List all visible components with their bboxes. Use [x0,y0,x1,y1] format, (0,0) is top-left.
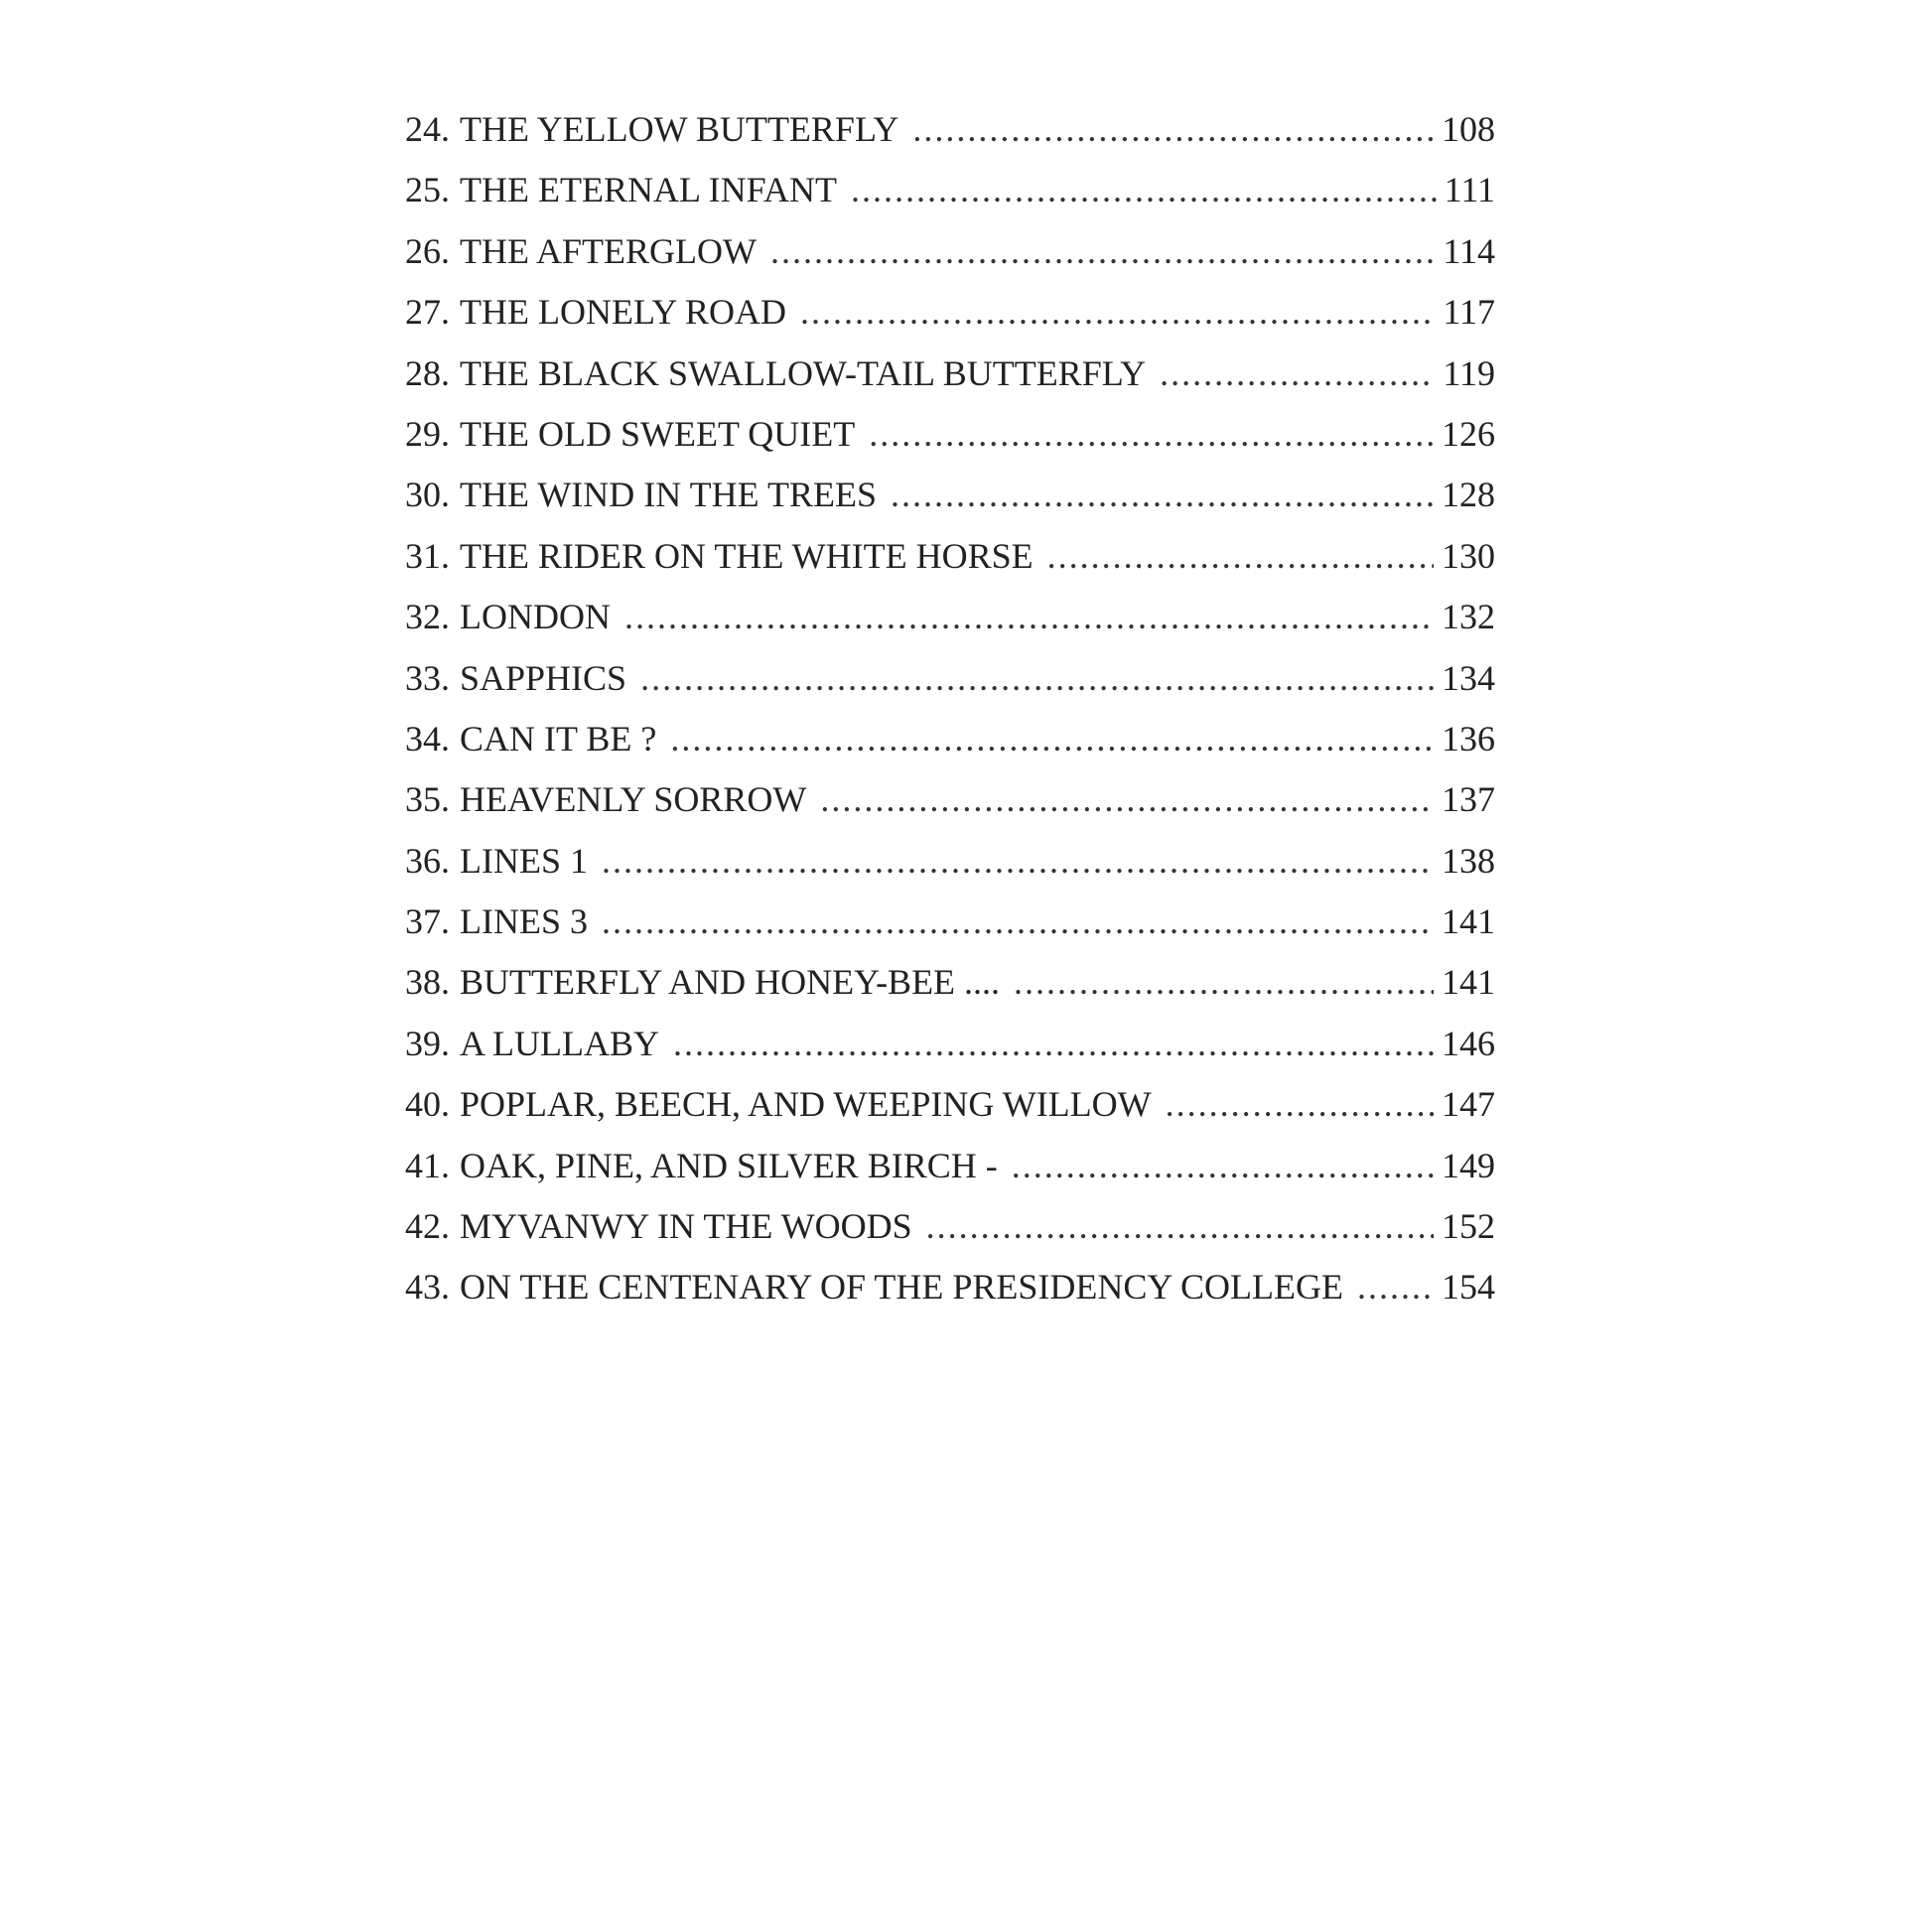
entry-page: 119 [1443,352,1495,393]
entry-number: 31. [405,535,450,576]
entry-number: 38. [405,962,450,1003]
entry-page: 154 [1442,1267,1495,1308]
entry-title: MYVANWY IN THE WOODS [460,1206,912,1247]
entry-page: 152 [1442,1206,1495,1247]
entry-page: 134 [1442,657,1495,698]
entry-title: OAK, PINE, AND SILVER BIRCH - [460,1145,998,1185]
entry-page: 114 [1443,230,1495,271]
entry-number: 35. [405,779,450,820]
entry-number: 37. [405,901,450,942]
toc-entry [405,958,1495,1019]
entry-number: 32. [405,597,450,637]
dot-leader [800,288,1435,336]
entry-page: 132 [1442,597,1495,637]
dot-leader [926,1202,1434,1250]
entry-title: ON THE CENTENARY OF THE PRESIDENCY COLLEGE [460,1267,1343,1308]
entry-title: THE OLD SWEET QUIET [460,413,856,454]
entry-page: 128 [1442,475,1495,515]
entry-number: 24. [405,109,450,149]
entry-title: HEAVENLY SORROW [460,779,807,820]
entry-number: 30. [405,475,450,515]
entry-number: 28. [405,352,450,393]
entry-page: 146 [1442,1023,1495,1063]
entry-page: 141 [1442,962,1495,1003]
dot-leader [1012,1142,1434,1189]
dot-leader [1166,1080,1434,1128]
entry-title: THE LONELY ROAD [460,292,787,333]
toc-entry [405,349,1495,410]
entry-page: 137 [1442,779,1495,820]
toc-entry [405,837,1495,897]
entry-title: THE AFTERGLOW [460,230,757,271]
entry-title: LINES 3 [460,901,588,942]
dot-leader [891,471,1434,518]
toc-entry [405,654,1495,715]
dot-leader [602,837,1434,885]
dot-leader [1160,349,1435,397]
dot-leader [820,775,1434,823]
entry-title: THE RIDER ON THE WHITE HORSE [460,535,1034,576]
entry-title: CAN IT BE ? [460,718,657,759]
entry-page: 149 [1442,1145,1495,1185]
entry-number: 27. [405,292,450,333]
entry-title: A LULLABY [460,1023,659,1063]
entry-page: 130 [1442,535,1495,576]
entry-title: THE WIND IN THE TREES [460,475,877,515]
entry-number: 43. [405,1267,450,1308]
entry-title: SAPPHICS [460,657,627,698]
toc-entry [405,288,1495,348]
entry-number: 26. [405,230,450,271]
entry-number: 34. [405,718,450,759]
entry-title: THE YELLOW BUTTERFLY [460,109,899,149]
entry-number: 29. [405,413,450,454]
entry-number: 33. [405,657,450,698]
dot-leader [673,1020,1434,1067]
table-of-contents [405,105,1495,1324]
dot-leader [1047,532,1434,580]
entry-number: 25. [405,170,450,210]
toc-entry [405,897,1495,958]
dot-leader [602,897,1434,945]
dot-leader [1014,958,1434,1006]
toc-entry [405,1020,1495,1080]
entry-number: 36. [405,840,450,881]
entry-title: BUTTERFLY AND HONEY-BEE .... [460,962,1001,1003]
entry-number: 41. [405,1145,450,1185]
entry-page: 136 [1442,718,1495,759]
dot-leader [640,654,1434,702]
entry-page: 117 [1443,292,1495,333]
dot-leader [851,166,1437,213]
dot-leader [869,410,1434,458]
entry-title: THE ETERNAL INFANT [460,170,837,210]
entry-title: LONDON [460,597,611,637]
entry-page: 126 [1442,413,1495,454]
toc-entry [405,410,1495,471]
dot-leader [670,715,1434,762]
toc-entry [405,775,1495,836]
entry-page: 141 [1442,901,1495,942]
toc-entry [405,471,1495,531]
toc-entry [405,1142,1495,1202]
entry-title: LINES 1 [460,840,588,881]
entry-page: 111 [1444,170,1495,210]
entry-page: 108 [1442,109,1495,149]
toc-entry [405,1080,1495,1141]
entry-page: 138 [1442,840,1495,881]
toc-entry [405,105,1495,166]
toc-entry [405,227,1495,288]
entry-title: THE BLACK SWALLOW-TAIL BUTTERFLY [460,352,1147,393]
entry-page: 147 [1442,1084,1495,1125]
dot-leader [1357,1263,1434,1311]
toc-entry [405,166,1495,226]
dot-leader [624,593,1434,640]
entry-number: 39. [405,1023,450,1063]
toc-entry [405,1263,1495,1323]
toc-entry [405,715,1495,775]
toc-entry [405,532,1495,593]
dot-leader [912,105,1434,153]
entry-number: 40. [405,1084,450,1125]
entry-title: POPLAR, BEECH, AND WEEPING WILLOW [460,1084,1152,1125]
entry-number: 42. [405,1206,450,1247]
dot-leader [770,227,1435,275]
toc-entry [405,1202,1495,1263]
toc-entry [405,593,1495,653]
